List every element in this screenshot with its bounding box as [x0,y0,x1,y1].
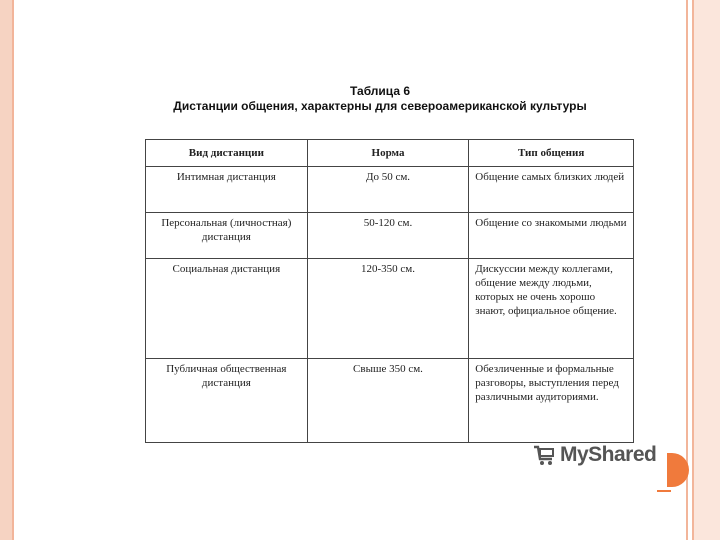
cell-norm: До 50 см. [307,167,469,213]
watermark-logo [532,443,656,467]
table-row [146,259,634,359]
cell-communication-type: Дискуссии между коллегами, общение между людьми, которых не очень хорошо знают, официальное общение. [469,259,634,359]
distance-table [145,139,634,443]
cell-distance-type: Персональная (личностная) дистанция [146,213,308,259]
cell-norm: 50-120 см. [307,213,469,259]
cell-norm: Свыше 350 см. [307,359,469,443]
left-decorative-border [0,0,14,540]
cell-distance-type: Интимная дистанция [146,167,308,213]
table-title: Дистанции общения, характерны для североамериканской культуры [173,99,587,113]
slide-marker-line [657,490,671,492]
table-row [146,213,634,259]
cell-communication-type: Общение со знакомыми людьми [469,213,634,259]
watermark-text: MyShared [560,443,657,466]
table-row [146,167,634,213]
right-decorative-border [692,0,720,540]
table-caption [130,84,630,113]
header-communication-type: Тип общения [469,140,634,167]
cell-distance-type: Публичная общественная дистанция [146,359,308,443]
shopping-cart-icon [532,443,556,467]
table-row [146,359,634,443]
table-header-row [146,140,634,167]
header-norm: Норма [307,140,469,167]
right-decorative-line [686,0,688,540]
cell-distance-type: Социальная дистанция [146,259,308,359]
cell-norm: 120-350 см. [307,259,469,359]
cell-communication-type: Обезличенные и формальные разговоры, выступления перед различными аудиториями. [469,359,634,443]
table-number: Таблица 6 [349,84,411,98]
cell-communication-type: Общение самых близких людей [469,167,634,213]
header-distance-type: Вид дистанции [146,140,308,167]
